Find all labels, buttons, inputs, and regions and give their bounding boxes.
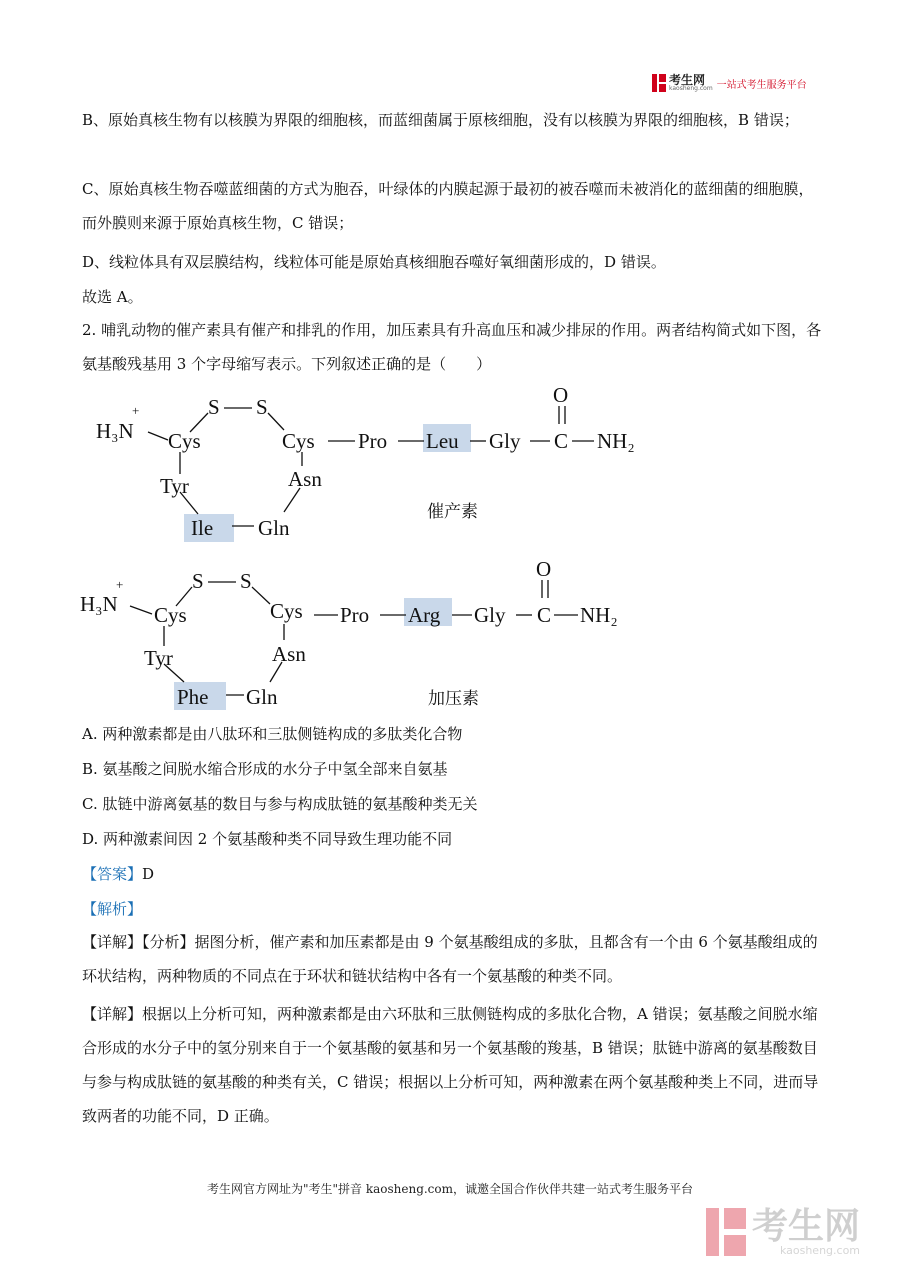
n-terminal: H₃N [80, 592, 118, 616]
residue-cys-1: Cys [154, 603, 187, 627]
residue-asn: Asn [272, 642, 306, 666]
answer-label: 【答案】 [82, 865, 143, 883]
header-logo [652, 72, 807, 94]
oxytocin-diagram [80, 380, 680, 550]
residue-gly: Gly [474, 603, 506, 627]
watermark-domain: kaosheng.com [779, 1243, 861, 1257]
prev-option-d: D、线粒体具有双层膜结构，线粒体可能是原始真核细胞吞噬好氧细菌形成的，D 错误。 [82, 253, 666, 271]
residue-pro: Pro [358, 429, 388, 453]
detail-explanation [82, 997, 822, 1133]
carbonyl-carbon: C [537, 603, 552, 627]
residue-pro: Pro [340, 603, 370, 627]
prev-option-c: C、原始真核生物吞噬蓝细菌的方式为胞吞，叶绿体的内膜起源于最初的被吞噬而未被消化的蓝细菌的细胞膜，而外膜则来源于原始真核生物，C 错误； [82, 180, 814, 232]
residue-gln: Gln [258, 516, 290, 540]
plus-charge: + [132, 403, 140, 418]
detail-explanation-text: 根据以上分析可知，两种激素都是由六环肽和三肽侧链构成的多肽化合物，A 错误；氨基酸之间脱水缩合形成的水分子中的氢分别来自于一个氨基酸的氨基和另一个氨基酸的羧基，B 错误；肽链中游离的氨基酸数目与参与构成肽链的氨基酸的种类有关，C 错误；根据以上分析可知，两种激素在两个氨基酸种类上不同，进而导致两者的功能不同，D 正确。 [82, 1005, 819, 1125]
option-b: B. 氨基酸之间脱水缩合形成的水分子中氢全部来自氨基 [82, 760, 448, 778]
detail-analysis [82, 925, 822, 993]
vasopressin-diagram [80, 554, 680, 724]
residue-chain-variable: Leu [426, 429, 459, 453]
residue-chain-variable: Arg [408, 603, 441, 627]
residue-gly: Gly [489, 429, 521, 453]
option-d: D. 两种激素间因 2 个氨基酸种类不同导致生理功能不同 [82, 830, 453, 848]
detail-explanation-label: 【详解】 [82, 1005, 143, 1023]
amide-group: NH₂ [597, 429, 635, 453]
prev-conclusion: 故选 A。 [82, 288, 143, 306]
n-terminal: H₃N [96, 419, 134, 443]
carbonyl-oxygen: O [536, 557, 552, 581]
detail-analysis-text: 据图分析，催产素和加压素都是由 9 个氨基酸组成的多肽，且都含有一个由 6 个氨基酸组成的环状结构，两种物质的不同点在于环状和链状结构中各有一个氨基酸的种类不同。 [82, 933, 818, 985]
residue-asn: Asn [288, 467, 322, 491]
residue-gln: Gln [246, 685, 278, 709]
watermark [706, 1202, 896, 1262]
answer-line [82, 863, 154, 884]
watermark-name: 考生网 [752, 1205, 861, 1247]
carbonyl-oxygen: O [553, 383, 569, 407]
answer-value: D [142, 865, 155, 883]
sulfur-1: S [192, 569, 204, 593]
detail-analysis-label: 【详解】【分析】 [82, 933, 195, 951]
residue-ring-variable: Phe [177, 685, 209, 709]
analysis-line [82, 898, 142, 919]
bond-lines [148, 406, 594, 526]
residue-cys-2: Cys [270, 599, 303, 623]
option-a: A. 两种激素都是由八肽环和三肽侧链构成的多肽类化合物 [82, 725, 463, 743]
bond-lines [130, 580, 578, 695]
logo-slogan: 一站式考生服务平台 [716, 79, 807, 91]
sulfur-1: S [208, 395, 220, 419]
plus-charge: + [116, 577, 124, 592]
logo-mark-icon [652, 74, 666, 92]
logo-name: 考生网 [669, 73, 706, 87]
residue-tyr: Tyr [144, 646, 173, 670]
question-stem: 2. 哺乳动物的催产素具有催产和排乳的作用，加压素具有升高血压和减少排尿的作用。两者结构简式如下图，各氨基酸残基用 3 个字母缩写表示。下列叙述正确的是（ ） [82, 321, 822, 373]
residue-cys-1: Cys [168, 429, 201, 453]
residue-tyr: Tyr [160, 474, 189, 498]
sulfur-2: S [240, 569, 252, 593]
residue-cys-2: Cys [282, 429, 315, 453]
watermark-logo-icon [706, 1208, 746, 1256]
option-c: C. 肽链中游离氨基的数目与参与构成肽链的氨基酸种类无关 [82, 795, 478, 813]
logo-domain: kaosheng.com [669, 85, 713, 92]
prev-option-b: B、原始真核生物有以核膜为界限的细胞核，而蓝细菌属于原核细胞，没有以核膜为界限的细胞核，B 错误； [82, 111, 799, 129]
oxytocin-caption: 催产素 [427, 502, 478, 522]
analysis-label: 【解析】 [82, 900, 143, 918]
residue-ring-variable: Ile [191, 516, 214, 540]
footer-text: 考生网官方网址为"考生"拼音 kaosheng.com，诚邀全国合作伙伴共建一站式考生服务平台 [206, 1182, 694, 1196]
carbonyl-carbon: C [554, 429, 569, 453]
sulfur-2: S [256, 395, 268, 419]
vasopressin-caption: 加压素 [428, 689, 479, 709]
amide-group: NH₂ [580, 603, 618, 627]
